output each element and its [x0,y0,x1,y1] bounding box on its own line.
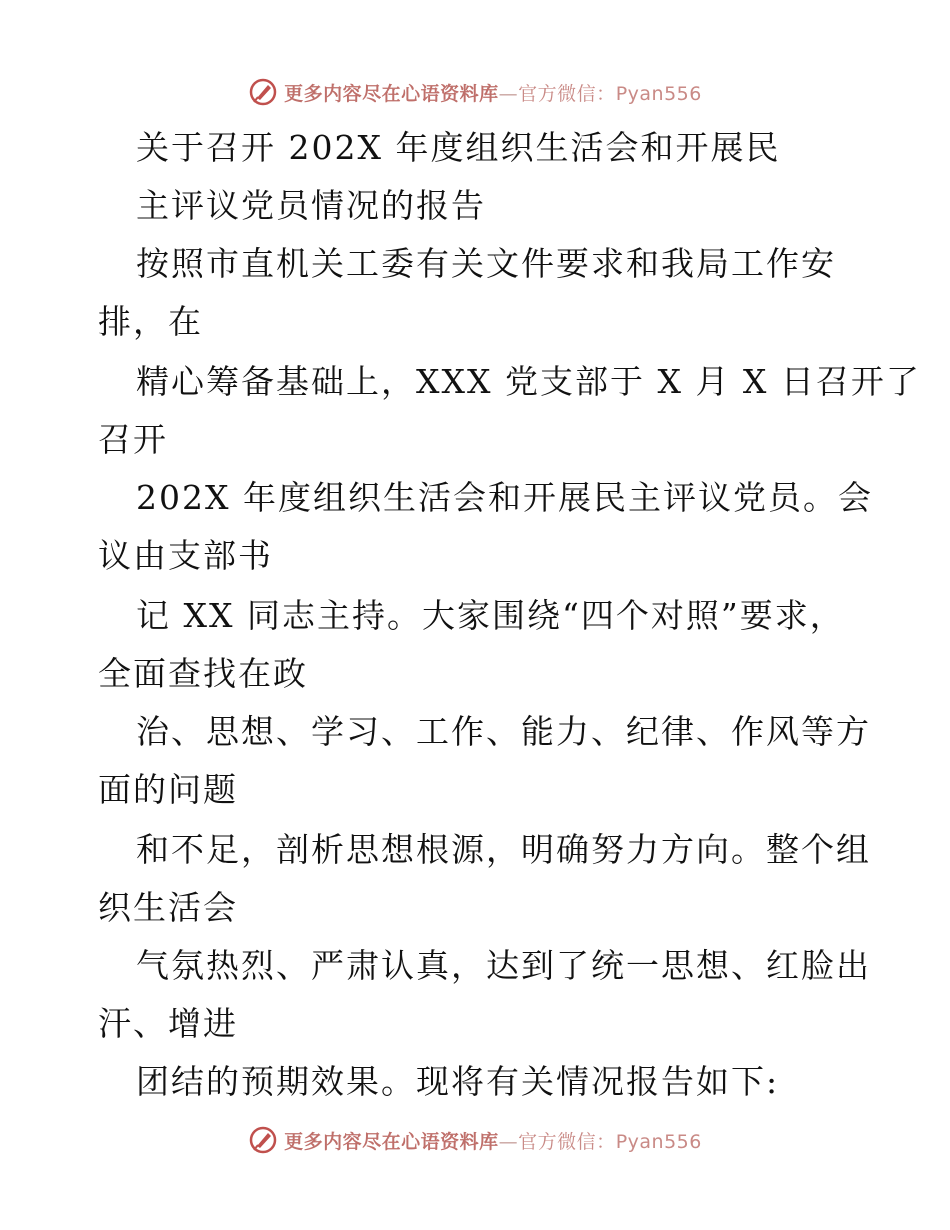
paragraph-line: 和不足，剖析思想根源，明确努力方向。整个组 [136,830,871,869]
paragraph-line: 记 XX 同志主持。大家围绕“四个对照”要求， [136,596,845,635]
paragraph-line: 治、思想、学习、工作、能力、纪律、作风等方 [136,712,871,751]
paragraph-line: 精心筹备基础上，XXX 党支部于 X 月 X 日召开了 [136,362,921,401]
quill-logo-icon [248,77,278,107]
paragraph-line: 议由支部书 [98,536,273,575]
footer-watermark [0,1120,950,1160]
watermark-separator: — [498,82,519,105]
paragraph-line: 排，在 [98,302,203,341]
watermark-separator: — [498,1130,519,1153]
paragraph-line: 团结的预期效果。现将有关情况报告如下: [136,1062,780,1101]
paragraph-line: 织生活会 [98,888,238,927]
watermark-text [284,79,702,106]
header-watermark [0,72,950,112]
paragraph-line: 全面查找在政 [98,654,308,693]
quill-logo-icon [248,1125,278,1155]
watermark-text [284,1127,702,1154]
paragraph-line: 气氛热烈、严肃认真，达到了统一思想、红脸出 [136,946,871,985]
watermark-brand: 更多内容尽在心语资料库 [284,1130,499,1153]
watermark-brand: 更多内容尽在心语资料库 [284,82,499,105]
watermark-account: Pyan556 [615,82,702,105]
watermark-account: Pyan556 [615,1130,702,1153]
paragraph-line: 按照市直机关工委有关文件要求和我局工作安 [136,244,836,283]
title-line-2: 主评议党员情况的报告 [136,186,486,225]
watermark-official: 官方微信： [518,1130,616,1153]
paragraph-line: 汗、增进 [98,1004,238,1043]
watermark-official: 官方微信： [518,82,616,105]
paragraph-line: 面的问题 [98,770,238,809]
paragraph-line: 召开 [98,420,168,459]
paragraph-line: 202X 年度组织生活会和开展民主评议党员。会 [136,478,873,517]
title-line-1: 关于召开 202X 年度组织生活会和开展民 [136,128,781,167]
